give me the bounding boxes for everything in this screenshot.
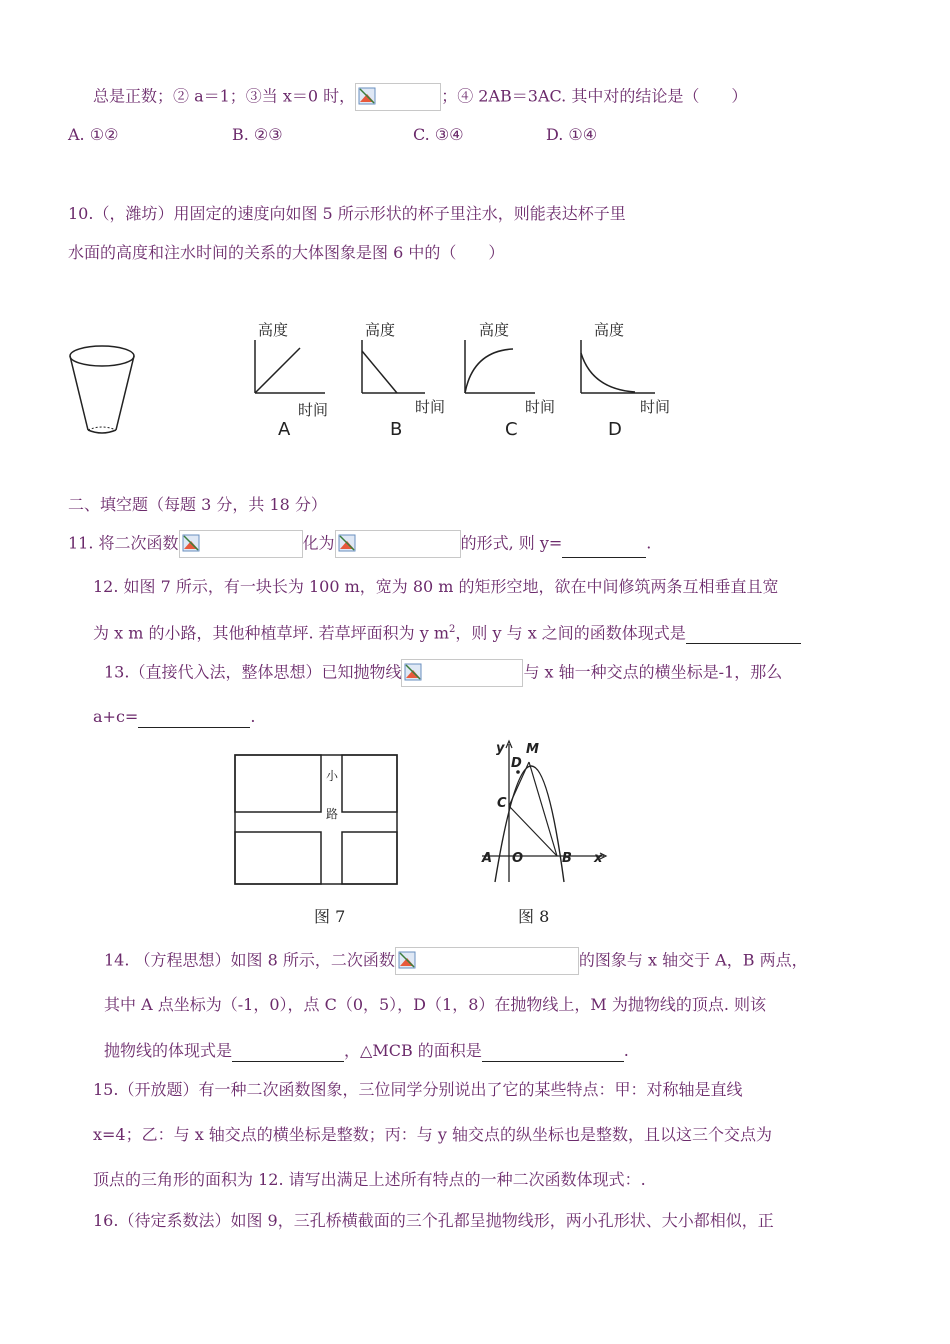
graph-a [240,315,340,440]
q9-line1 [93,83,747,111]
label-b: B [562,851,572,866]
graph-a-ylabel: 高度 [258,321,289,339]
figure-8-caption: 图 8 [518,907,550,926]
q12-sup: 2 [449,624,456,635]
field-outline [235,755,397,884]
graph-d-curve [581,353,635,392]
q14-text-line3b: ，△MCB 的面积是 [344,1041,482,1060]
label-d: D [511,756,522,771]
q14-line2: 其中 A 点坐标为（-1，0），点 C（0，5），D（1，8）在抛物线上，M 为抛物线的顶点. 则该 [104,995,767,1014]
q9-option-c: C. ③④ [413,125,464,144]
q13-text-a: 13.（直接代入法，整体思想）已知抛物线 [104,662,402,682]
broken-image-icon [404,663,422,681]
label-o: O [512,851,524,866]
q14-text-b: 的图象与 x 轴交于 A，B 两点， [578,950,808,970]
label-m: M [526,742,539,757]
figure-8 [476,736,612,886]
q13-text-end: . [250,707,256,726]
road-char-1: 小 [326,769,339,783]
q14-text-line3a: 抛物线的体现式是 [104,1041,233,1060]
figure-7-caption: 图 7 [314,907,346,926]
q16-line1: 16.（待定系数法）如图 9，三孔桥横截面的三个孔都呈抛物线形，两小孔形状、大小都相似，正 [93,1211,774,1230]
graph-a-label: A [278,419,291,440]
q10-line1: 10.（，潍坊）用固定的速度向如图 5 所示形状的杯子里注水，则能表达杯子里 [68,204,626,223]
broken-image-icon [358,87,376,105]
q15-line1: 15.（开放题）有一种二次函数图象，三位同学分别说出了它的某些特点：甲：对称轴是直线 [93,1080,743,1099]
graph-c-label: C [505,419,518,440]
q15-line3: 顶点的三角形的面积为 12. 请写出满足上述所有特点的一种二次函数体现式：. [93,1170,646,1189]
parabola [495,766,564,882]
broken-image-icon [398,951,416,969]
q13-text-b: 与 x 轴一种交点的横坐标是-1，那么 [523,662,783,682]
q11-text-d: . [646,533,652,553]
q9-text-a: 总是正数；② a＝1；③当 x＝0 时， [93,86,356,106]
graph-b-ylabel: 高度 [365,321,396,339]
label-c: C [497,796,507,811]
q11-text-c: 的形式, 则 y= [460,533,563,553]
q12-text-a: 为 x m 的小路，其他种植草坪. 若草坪面积为 y m [93,623,450,643]
q14-answer-blank-1[interactable] [232,1045,344,1062]
q13-answer-blank[interactable] [138,711,250,728]
graph-b-label: B [390,419,403,440]
q11-line [68,530,651,558]
graph-c-ylabel: 高度 [479,321,510,339]
formula-image-placeholder [401,659,523,687]
q12-text-b: ，则 y 与 x 之间的函数体现式是 [455,623,686,643]
graph-b-xlabel: 时间 [415,398,446,416]
q14-line3 [104,1040,629,1062]
formula-image-placeholder [335,530,461,558]
graph-a-xlabel: 时间 [298,401,329,419]
q13-line2 [93,706,255,728]
q10-line2: 水面的高度和注水时间的关系的大体图象是图 6 中的（ ） [68,243,505,262]
graph-b [345,315,455,440]
q11-answer-blank[interactable] [562,541,646,558]
graph-b-curve [362,351,397,393]
graph-d-ylabel: 高度 [594,321,625,339]
q13-text-line2: a+c= [93,707,139,726]
cup-figure [64,340,140,440]
road-char-2: 路 [326,807,339,821]
q11-text-b: 化为 [302,533,335,553]
graph-c [455,315,570,440]
q14-answer-blank-2[interactable] [482,1045,624,1062]
q9-option-b: B. ②③ [232,125,283,144]
graph-d-xlabel: 时间 [640,398,671,416]
q14-line1 [104,947,808,975]
q12-line1: 12. 如图 7 所示，有一块长为 100 m，宽为 80 m 的矩形空地，欲在中间修筑两条互相垂直且宽 [93,577,779,596]
q14-text-line3c: . [623,1041,629,1060]
graph-c-curve [465,349,513,393]
label-x: x [594,851,603,866]
formula-image-placeholder [355,83,441,111]
broken-image-icon [182,534,200,552]
formula-image-placeholder [395,947,579,975]
graph-c-xlabel: 时间 [525,398,556,416]
q9-option-a: A. ①② [68,125,119,144]
q14-text-a: 14. （方程思想）如图 8 所示，二次函数 [104,950,395,970]
graph-d [570,315,685,440]
label-a: A [482,851,493,866]
q9-option-d: D. ①④ [546,125,598,144]
q12-line2 [93,619,801,644]
graph-d-label: D [608,419,622,440]
q9-text-b: ；④ 2AB＝3AC. 其中对的结论是（ ） [441,86,748,106]
q12-answer-blank[interactable] [686,627,801,644]
q15-line2: x=4；乙：与 x 轴交点的横坐标是整数；丙：与 y 轴交点的纵坐标也是整数，且以这三个交点为 [93,1125,773,1144]
q13-line1 [104,659,782,687]
q11-text-a: 11. 将二次函数 [68,533,179,553]
label-y: y [496,741,505,756]
section-heading: 二、填空题（每题 3 分，共 18 分） [68,495,327,514]
formula-image-placeholder [179,530,303,558]
graph-a-curve [255,348,300,393]
broken-image-icon [338,534,356,552]
figure-7 [234,754,398,886]
